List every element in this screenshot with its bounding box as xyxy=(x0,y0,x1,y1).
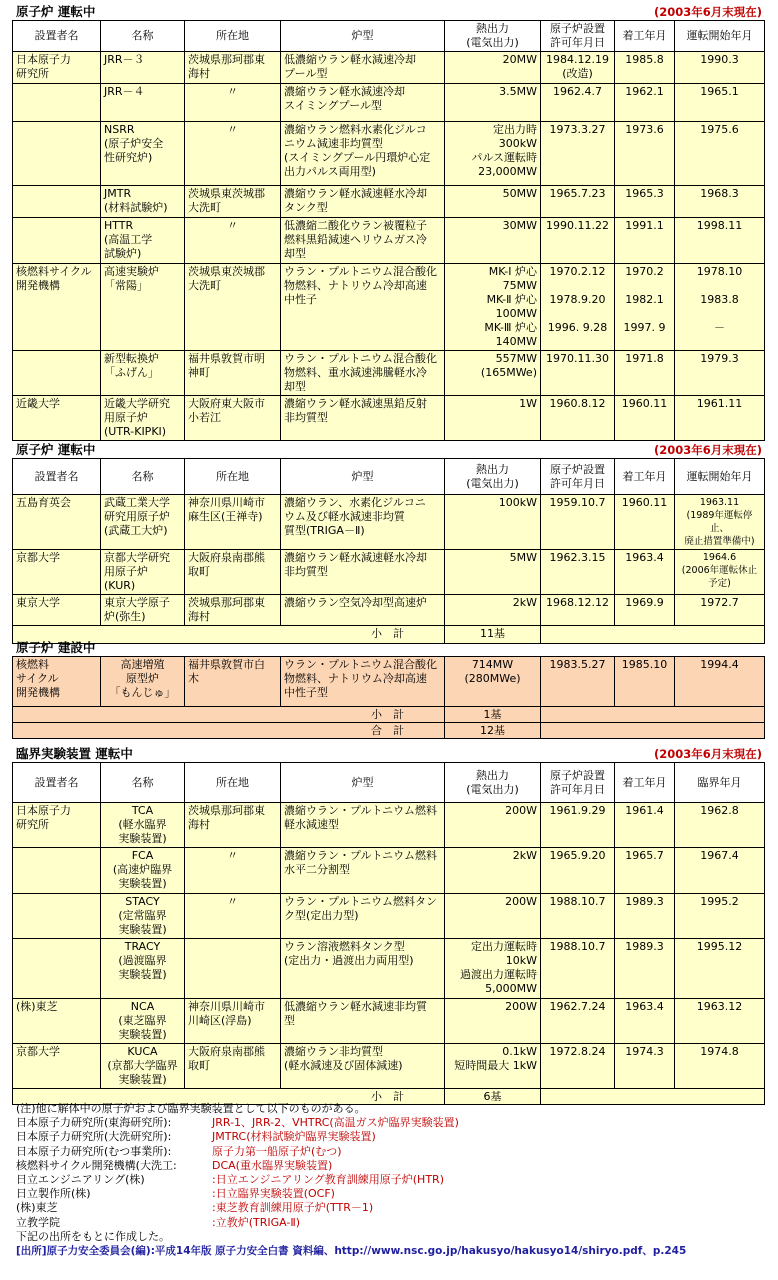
location-cell: 〃 xyxy=(185,218,281,264)
name-cell: 高速増殖 原型炉 「もんじゅ」 xyxy=(101,657,185,707)
location-cell: 大阪府東大阪市 小若江 xyxy=(185,396,281,441)
type-cell: 濃縮ウラン軽水減速軽水冷却 非均質型 xyxy=(281,550,445,595)
start-cell: 1985.8 xyxy=(615,52,675,84)
under-construction-table xyxy=(12,656,765,739)
type-cell: 濃縮ウラン軽水減速黒鉛反射 非均質型 xyxy=(281,396,445,441)
name-cell: JRR－４ xyxy=(101,84,185,122)
table-row xyxy=(13,848,765,894)
subtotal-label: 小 計 xyxy=(13,707,445,723)
name-cell: TCA (軽水臨界 実験装置) xyxy=(101,803,185,848)
operator-cell: 日本原子力 研究所 xyxy=(13,52,101,84)
power-cell: 5MW xyxy=(445,550,541,595)
power-cell: 200W xyxy=(445,894,541,939)
note-value: JRR-1、JRR-2、VHTRC(高温ガス炉臨界実験装置) xyxy=(212,1116,459,1130)
operator-cell xyxy=(13,351,101,396)
col-header: 着工年月 xyxy=(615,459,675,495)
note-key: 日本原子力研究所(むつ事業所): xyxy=(16,1144,172,1158)
col-header: 名称 xyxy=(101,459,185,495)
operation-cell: 1975.6 xyxy=(675,122,765,186)
name-cell: TRACY (過渡臨界 実験装置) xyxy=(101,939,185,999)
name-cell: HTTR (高温工学 試験炉) xyxy=(101,218,185,264)
note-value: DCA(重水臨界実験装置) xyxy=(212,1158,333,1172)
name-cell: 近畿大学研究 用原子炉 (UTR-KIPKI) xyxy=(101,396,185,441)
start-cell: 1989.3 xyxy=(615,894,675,939)
power-cell: 714MW (280MWe) xyxy=(445,657,541,707)
operator-cell xyxy=(13,122,101,186)
col-header: 臨界年月 xyxy=(675,763,765,803)
col-header: 原子炉設置 許可年月日 xyxy=(541,763,615,803)
col-header: 熱出力 (電気出力) xyxy=(445,763,541,803)
col-header: 所在地 xyxy=(185,763,281,803)
col-header: 設置者名 xyxy=(13,21,101,52)
critical-date-cell: 1974.8 xyxy=(675,1044,765,1089)
type-cell: 濃縮ウラン軽水減速冷却 スイミングプール型 xyxy=(281,84,445,122)
university-reactors-table xyxy=(12,458,765,644)
permit-cell: 1968.12.12 xyxy=(541,595,615,626)
note-item xyxy=(16,1159,766,1173)
col-header: 設置者名 xyxy=(13,459,101,495)
type-cell: 濃縮ウラン空気冷却型高速炉 xyxy=(281,595,445,626)
operator-cell xyxy=(13,218,101,264)
operation-cell: 1994.4 xyxy=(675,657,765,707)
location-cell: 〃 xyxy=(185,84,281,122)
col-header: 原子炉設置 許可年月日 xyxy=(541,21,615,52)
start-cell: 1965.7 xyxy=(615,848,675,894)
table-row xyxy=(13,939,765,999)
table-row xyxy=(13,351,765,396)
type-cell: ウラン・プルトニウム混合酸化 物燃料、重水減速沸騰軽水冷 却型 xyxy=(281,351,445,396)
table-row xyxy=(13,550,765,595)
subtotal-value: 6基 xyxy=(445,1089,541,1105)
permit-cell: 1983.5.27 xyxy=(541,657,615,707)
power-cell: 定出力時 300kW パルス運転時 23,000MW xyxy=(445,122,541,186)
permit-cell: 1973.3.27 xyxy=(541,122,615,186)
operator-cell: 日本原子力 研究所 xyxy=(13,803,101,848)
type-cell: ウラン・プルトニウム混合酸化 物燃料、ナトリウム冷却高速 中性子 xyxy=(281,264,445,351)
name-cell: JRR－３ xyxy=(101,52,185,84)
start-cell: 1973.6 xyxy=(615,122,675,186)
col-header: 炉型 xyxy=(281,21,445,52)
type-cell: ウラン溶液燃料タンク型 (定出力・過渡出力両用型) xyxy=(281,939,445,999)
col-header: 着工年月 xyxy=(615,21,675,52)
operating-reactors-table xyxy=(12,20,765,441)
note-item xyxy=(16,1187,766,1201)
section-header-critical-assemblies xyxy=(12,746,764,762)
power-cell: MK-Ⅰ 炉心 75MW MK-Ⅱ 炉心 100MW MK-Ⅲ 炉心 140MW xyxy=(445,264,541,351)
start-cell: 1963.4 xyxy=(615,550,675,595)
type-cell: 濃縮ウラン軽水減速軽水冷却 タンク型 xyxy=(281,186,445,218)
location-cell: 福井県敦賀市明 神町 xyxy=(185,351,281,396)
note-key: (株)東芝 xyxy=(16,1201,58,1215)
col-header: 着工年月 xyxy=(615,763,675,803)
table-row xyxy=(13,84,765,122)
table-row xyxy=(13,657,765,707)
table-row xyxy=(13,595,765,626)
section-title: 原子炉 建設中 xyxy=(16,640,96,655)
power-cell: 2kW xyxy=(445,848,541,894)
section-title: 臨界実験装置 運転中 xyxy=(16,746,133,761)
total-label: 合 計 xyxy=(13,723,445,739)
col-header: 所在地 xyxy=(185,21,281,52)
name-cell: 京都大学研究 用原子炉 (KUR) xyxy=(101,550,185,595)
location-cell xyxy=(185,939,281,999)
permit-cell: 1984.12.19 (改造) xyxy=(541,52,615,84)
note-value: :日立臨界実験装置(OCF) xyxy=(212,1187,335,1201)
as-of-date: (2003年6月末現在) xyxy=(653,443,762,457)
section-header-operating-reactors xyxy=(12,4,764,20)
table-row xyxy=(13,186,765,218)
power-cell: 0.1kW 短時間最大 1kW xyxy=(445,1044,541,1089)
note-value: :日立エンジニアリング教育訓練用原子炉(HTR) xyxy=(212,1172,444,1186)
note-key: 日立エンジニアリング(株) xyxy=(16,1172,145,1186)
note-key: 日立製作所(株) xyxy=(16,1187,91,1201)
operator-cell: 五島育英会 xyxy=(13,495,101,550)
section-header-under-construction xyxy=(12,640,764,656)
permit-cell: 1959.10.7 xyxy=(541,495,615,550)
type-cell: 濃縮ウラン・プルトニウム燃料 軽水減速型 xyxy=(281,803,445,848)
start-cell: 1961.4 xyxy=(615,803,675,848)
type-cell: 濃縮ウラン、水素化ジルコニ ウム及び軽水減速非均質 質型(TRIGA－Ⅱ) xyxy=(281,495,445,550)
table-row xyxy=(13,122,765,186)
critical-date-cell: 1995.2 xyxy=(675,894,765,939)
note-key: 核燃料サイクル開発機構(大洗工: xyxy=(16,1158,177,1172)
operator-cell xyxy=(13,939,101,999)
start-cell: 1969.9 xyxy=(615,595,675,626)
power-cell: 200W xyxy=(445,803,541,848)
note-value: :立教炉(TRIGA-Ⅱ) xyxy=(212,1215,301,1229)
operator-cell: 京都大学 xyxy=(13,550,101,595)
note-item xyxy=(16,1145,766,1159)
name-cell: 武蔵工業大学 研究用原子炉 (武蔵工大炉) xyxy=(101,495,185,550)
name-cell: FCA (高速炉臨界 実験装置) xyxy=(101,848,185,894)
location-cell: 〃 xyxy=(185,848,281,894)
note-key: 日本原子力研究所(東海研究所): xyxy=(16,1116,172,1130)
power-cell: 3.5MW xyxy=(445,84,541,122)
as-of-date: (2003年6月末現在) xyxy=(653,747,762,761)
operator-cell xyxy=(13,186,101,218)
col-header: 名称 xyxy=(101,763,185,803)
note-item xyxy=(16,1201,766,1215)
location-cell: 茨城県那珂郡東 海村 xyxy=(185,803,281,848)
table-header xyxy=(13,763,765,803)
note-intro: (注)他に解体中の原子炉および臨界実験装置として以下のものがある。 xyxy=(16,1102,366,1115)
col-header: 熱出力 (電気出力) xyxy=(445,21,541,52)
location-cell: 茨城県東茨城郡 大洗町 xyxy=(185,264,281,351)
as-of-date: (2003年6月末現在) xyxy=(653,5,762,19)
location-cell: 茨城県東茨城郡 大洗町 xyxy=(185,186,281,218)
source-citation: [出所]原子力安全委員会(編):平成14年版 原子力安全白書 資料編、http://www.nsc.go.jp/hakusyo/hakusyo14/shiryo.pdf、p.245 xyxy=(16,1244,687,1257)
section-header-operating-reactors-2 xyxy=(12,442,764,458)
operation-cell: 1963.11 (1989年運転停止、 廃止措置準備中) xyxy=(675,495,765,550)
table-row xyxy=(13,1044,765,1089)
permit-cell: 1990.11.22 xyxy=(541,218,615,264)
operator-cell: 京都大学 xyxy=(13,1044,101,1089)
start-cell: 1985.10 xyxy=(615,657,675,707)
start-cell: 1971.8 xyxy=(615,351,675,396)
table-header xyxy=(13,459,765,495)
power-cell: 100kW xyxy=(445,495,541,550)
operator-cell xyxy=(13,894,101,939)
location-cell: 神奈川県川崎市 川崎区(浮島) xyxy=(185,999,281,1044)
table-row xyxy=(13,894,765,939)
col-header: 炉型 xyxy=(281,459,445,495)
footnotes xyxy=(16,1102,766,1258)
total-row xyxy=(13,723,765,739)
type-cell: 低濃縮ウラン軽水減速非均質 型 xyxy=(281,999,445,1044)
note-key: 立教学院 xyxy=(16,1215,60,1229)
col-header: 所在地 xyxy=(185,459,281,495)
permit-cell: 1962.4.7 xyxy=(541,84,615,122)
start-cell: 1991.1 xyxy=(615,218,675,264)
table-row xyxy=(13,396,765,441)
table-row xyxy=(13,495,765,550)
col-header: 運転開始年月 xyxy=(675,21,765,52)
start-cell: 1970.2 1982.1 1997. 9 xyxy=(615,264,675,351)
operation-cell: 1964.6 (2006年運転休止 予定) xyxy=(675,550,765,595)
col-header: 名称 xyxy=(101,21,185,52)
note-made-from: 下記の出所をもとに作成した。 xyxy=(16,1229,170,1243)
operation-cell: 1998.11 xyxy=(675,218,765,264)
col-header: 運転開始年月 xyxy=(675,459,765,495)
operation-cell: 1990.3 xyxy=(675,52,765,84)
permit-cell: 1988.10.7 xyxy=(541,894,615,939)
location-cell: 大阪府泉南郡熊 取町 xyxy=(185,550,281,595)
note-value: JMTRC(材料試験炉臨界実験装置) xyxy=(212,1130,376,1144)
name-cell: NSRR (原子炉安全 性研究炉) xyxy=(101,122,185,186)
power-cell: 30MW xyxy=(445,218,541,264)
permit-cell: 1962.7.24 xyxy=(541,999,615,1044)
start-cell: 1989.3 xyxy=(615,939,675,999)
col-header: 設置者名 xyxy=(13,763,101,803)
operation-cell: 1961.11 xyxy=(675,396,765,441)
section-title: 原子炉 運転中 xyxy=(16,442,96,457)
subtotal-blank xyxy=(541,707,765,723)
operator-cell: 核燃料サイクル 開発機構 xyxy=(13,264,101,351)
table-row xyxy=(13,52,765,84)
table-row xyxy=(13,218,765,264)
note-item xyxy=(16,1216,766,1230)
col-header: 原子炉設置 許可年月日 xyxy=(541,459,615,495)
operation-cell: 1968.3 xyxy=(675,186,765,218)
type-cell: 濃縮ウラン非均質型 (軽水減速及び固体減速) xyxy=(281,1044,445,1089)
operation-cell: 1965.1 xyxy=(675,84,765,122)
col-header: 熱出力 (電気出力) xyxy=(445,459,541,495)
table-row xyxy=(13,803,765,848)
location-cell: 〃 xyxy=(185,122,281,186)
name-cell: 東京大学原子 炉(弥生) xyxy=(101,595,185,626)
total-value: 12基 xyxy=(445,723,541,739)
location-cell: 大阪府泉南郡熊 取町 xyxy=(185,1044,281,1089)
operation-cell: 1972.7 xyxy=(675,595,765,626)
type-cell: 低濃縮ウラン軽水減速冷却 プール型 xyxy=(281,52,445,84)
power-cell: 定出力運転時 10kW 過渡出力運転時 5,000MW xyxy=(445,939,541,999)
permit-cell: 1970.2.12 1978.9.20 1996. 9.28 xyxy=(541,264,615,351)
critical-date-cell: 1963.12 xyxy=(675,999,765,1044)
name-cell: STACY (定常臨界 実験装置) xyxy=(101,894,185,939)
power-cell: 557MW (165MWe) xyxy=(445,351,541,396)
table-row xyxy=(13,264,765,351)
note-key: 日本原子力研究所(大洗研究所): xyxy=(16,1130,172,1144)
location-cell: 〃 xyxy=(185,894,281,939)
power-cell: 200W xyxy=(445,999,541,1044)
name-cell: KUCA (京都大学臨界 実験装置) xyxy=(101,1044,185,1089)
permit-cell: 1965.7.23 xyxy=(541,186,615,218)
note-item xyxy=(16,1130,766,1144)
power-cell: 50MW xyxy=(445,186,541,218)
type-cell: 低濃縮二酸化ウラン被覆粒子 燃料黒鉛減速ヘリウムガス冷 却型 xyxy=(281,218,445,264)
critical-date-cell: 1967.4 xyxy=(675,848,765,894)
critical-date-cell: 1995.12 xyxy=(675,939,765,999)
subtotal-value: 1基 xyxy=(445,707,541,723)
col-header: 炉型 xyxy=(281,763,445,803)
total-blank xyxy=(541,723,765,739)
permit-cell: 1962.3.15 xyxy=(541,550,615,595)
name-cell: 高速実験炉 「常陽」 xyxy=(101,264,185,351)
start-cell: 1974.3 xyxy=(615,1044,675,1089)
start-cell: 1960.11 xyxy=(615,396,675,441)
location-cell: 茨城県那珂郡東 海村 xyxy=(185,52,281,84)
name-cell: JMTR (材料試験炉) xyxy=(101,186,185,218)
start-cell: 1962.1 xyxy=(615,84,675,122)
operator-cell: (株)東芝 xyxy=(13,999,101,1044)
section-title: 原子炉 運転中 xyxy=(16,4,96,19)
permit-cell: 1961.9.29 xyxy=(541,803,615,848)
subtotal-label: 小 計 xyxy=(13,626,445,644)
note-value: :東芝教育訓練用原子炉(TTR－1) xyxy=(212,1201,374,1215)
start-cell: 1960.11 xyxy=(615,495,675,550)
subtotal-row xyxy=(13,707,765,723)
operator-cell: 東京大学 xyxy=(13,595,101,626)
operation-cell: 1979.3 xyxy=(675,351,765,396)
permit-cell: 1988.10.7 xyxy=(541,939,615,999)
type-cell: 濃縮ウラン燃料水素化ジルコ ニウム減速非均質型 (スイミングプール円環炉心定 出力パルス両用型) xyxy=(281,122,445,186)
critical-assemblies-table xyxy=(12,762,765,1105)
start-cell: 1963.4 xyxy=(615,999,675,1044)
note-item xyxy=(16,1173,766,1187)
permit-cell: 1965.9.20 xyxy=(541,848,615,894)
location-cell: 茨城県那珂郡東 海村 xyxy=(185,595,281,626)
permit-cell: 1972.8.24 xyxy=(541,1044,615,1089)
subtotal-label: 小 計 xyxy=(13,1089,445,1105)
permit-cell: 1970.11.30 xyxy=(541,351,615,396)
subtotal-value: 11基 xyxy=(445,626,541,644)
operator-cell xyxy=(13,84,101,122)
type-cell: 濃縮ウラン・プルトニウム燃料 水平二分割型 xyxy=(281,848,445,894)
operator-cell: 近畿大学 xyxy=(13,396,101,441)
name-cell: NCA (東芝臨界 実験装置) xyxy=(101,999,185,1044)
critical-date-cell: 1962.8 xyxy=(675,803,765,848)
name-cell: 新型転換炉 「ふげん」 xyxy=(101,351,185,396)
power-cell: 1W xyxy=(445,396,541,441)
type-cell: ウラン・プルトニウム燃料タン ク型(定出力型) xyxy=(281,894,445,939)
permit-cell: 1960.8.12 xyxy=(541,396,615,441)
start-cell: 1965.3 xyxy=(615,186,675,218)
location-cell: 福井県敦賀市白 木 xyxy=(185,657,281,707)
operator-cell xyxy=(13,848,101,894)
note-value: 原子力第一船原子炉(むつ) xyxy=(212,1144,342,1158)
operator-cell: 核燃料 サイクル 開発機構 xyxy=(13,657,101,707)
table-header xyxy=(13,21,765,52)
type-cell: ウラン・プルトニウム混合酸化 物燃料、ナトリウム冷却高速 中性子型 xyxy=(281,657,445,707)
note-item xyxy=(16,1116,766,1130)
location-cell: 神奈川県川崎市 麻生区(王禅寺) xyxy=(185,495,281,550)
table-row xyxy=(13,999,765,1044)
power-cell: 2kW xyxy=(445,595,541,626)
operation-cell: 1978.10 1983.8 － xyxy=(675,264,765,351)
power-cell: 20MW xyxy=(445,52,541,84)
